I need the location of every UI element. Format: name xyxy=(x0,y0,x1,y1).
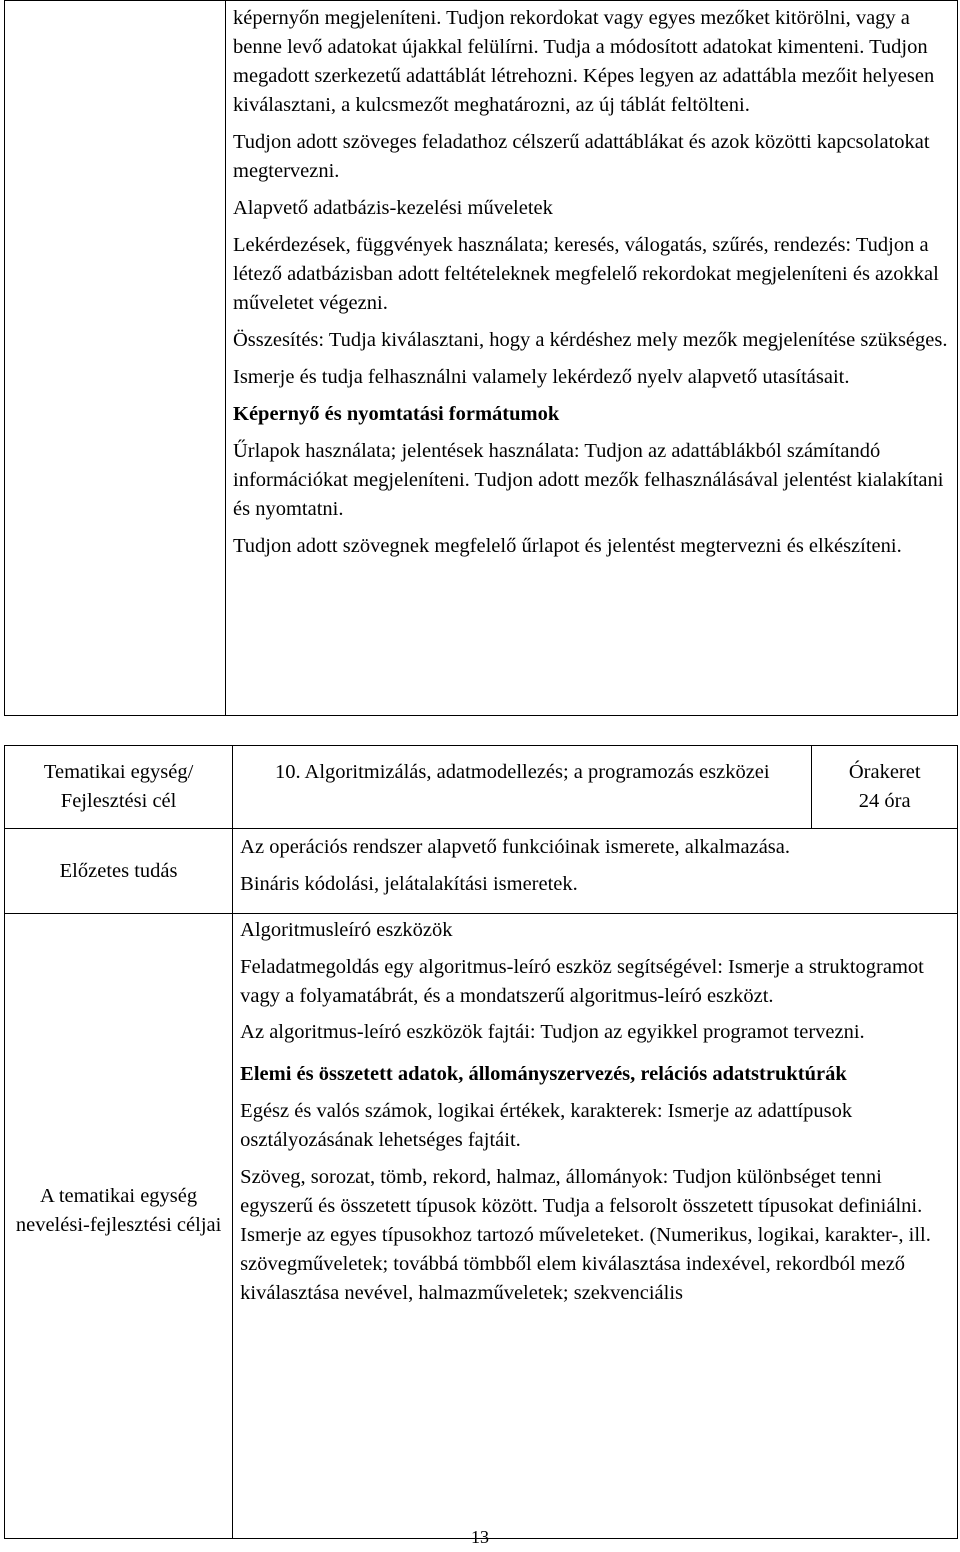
hours-label: Órakeret xyxy=(848,761,921,783)
unit-table xyxy=(4,745,958,1539)
prior-label: Előzetes tudás xyxy=(59,859,178,882)
unit-title-cell xyxy=(233,746,812,829)
paragraph: Tudjon adott szövegnek megfelelő űrlapot és jelentést megtervezni és elkészíteni. xyxy=(233,535,902,557)
section-heading: Alapvető adatbázis-kezelési műveletek xyxy=(233,197,553,219)
section-heading: Algoritmusleíró eszközök xyxy=(240,919,453,941)
paragraph: Feladatmegoldás egy algoritmus-leíró eszköz segítségével: Ismerje a struktogramot vagy a folyamatábrát, és a mondatszerű algoritmus-leíró eszközt. xyxy=(240,956,924,1007)
paragraph: Az operációs rendszer alapvető funkcióinak ismerete, alkalmazása. xyxy=(240,836,790,858)
paragraph: Szöveg, sorozat, tömb, rekord, halmaz, állományok: Tudjon különbséget tenni egyszerű és összetett típusok között. Tudja a felsorolt összetett típusokat definiálni. Ismerje az egyes típusokhoz tartozó műveleteket. (Numerikus, logikai, karakter-, ill. szövegműveletek; továbbá tömbből elem kiválasztása indexével, rekordból mező kiválasztása nevével, halmazműveletek; szekvenciális xyxy=(240,1166,931,1304)
section-heading: Képernyő és nyomtatási formátumok xyxy=(233,403,560,425)
paragraph: Egész és valós számok, logikai értékek, karakterek: Ismerje az adattípusok osztályozásának lehetséges fajtáit. xyxy=(240,1100,853,1151)
empty-label-cell xyxy=(5,1,226,716)
goals-content-cell xyxy=(233,914,958,1539)
paragraph: Összesítés: Tudja kiválasztani, hogy a kérdéshez mely mezők megjelenítése szükséges. xyxy=(233,329,948,351)
unit-label-cell xyxy=(5,746,233,829)
hours-cell xyxy=(812,746,958,829)
paragraph: Tudjon adott szöveges feladathoz célszerű adattáblákat és azok közötti kapcsolatokat megtervezni. xyxy=(233,131,930,182)
unit-label: Tematikai egység/ Fejlesztési cél xyxy=(43,761,194,812)
paragraph: Ismerje és tudja felhasználni valamely lekérdező nyelv alapvető utasításait. xyxy=(233,366,850,388)
hours-value: 24 óra xyxy=(858,790,911,812)
paragraph: Bináris kódolási, jelátalakítási ismeretek. xyxy=(240,873,578,895)
page-number: 13 xyxy=(471,1527,489,1547)
section-heading: Elemi és összetett adatok, állományszervezés, relációs adatstruktúrák xyxy=(240,1063,847,1085)
content-cell xyxy=(226,1,958,716)
paragraph: Az algoritmus-leíró eszközök fajtái: Tudjon az egyikkel programot tervezni. xyxy=(240,1021,865,1043)
goals-label-cell xyxy=(5,914,233,1539)
prior-content-cell xyxy=(233,829,958,914)
paragraph: képernyőn megjeleníteni. Tudjon rekordokat vagy egyes mezőket kitörölni, vagy a benne levő adatokat újakkal felülírni. Tudja a módosított adatokat kimenteni. Tudjon megadott szerkezetű adattáblát létrehozni. Képes legyen az adattábla mezőit helyesen kiválasztani, a kulcsmezőt meghatározni, az új táblát feltölteni. xyxy=(233,7,935,116)
prior-label-cell xyxy=(5,829,233,914)
goals-label: A tematikai egység nevelési-fejlesztési céljai xyxy=(15,1185,222,1236)
paragraph: Űrlapok használata; jelentések használata: Tudjon az adattáblákból számítandó információkat megjeleníteni. Tudjon adott mezők felhasználásával jelentést kialakítani és nyomtatni. xyxy=(233,440,944,520)
paragraph: Lekérdezések, függvények használata; keresés, válogatás, szűrés, rendezés: Tudjon a létező adatbázisban adott feltételeknek megfelelő rekordokat megjeleníteni és azokkal műveletet végezni. xyxy=(233,234,939,314)
unit-title: 10. Algoritmizálás, adatmodellezés; a programozás eszközei xyxy=(274,761,770,783)
continuation-table xyxy=(4,0,958,716)
